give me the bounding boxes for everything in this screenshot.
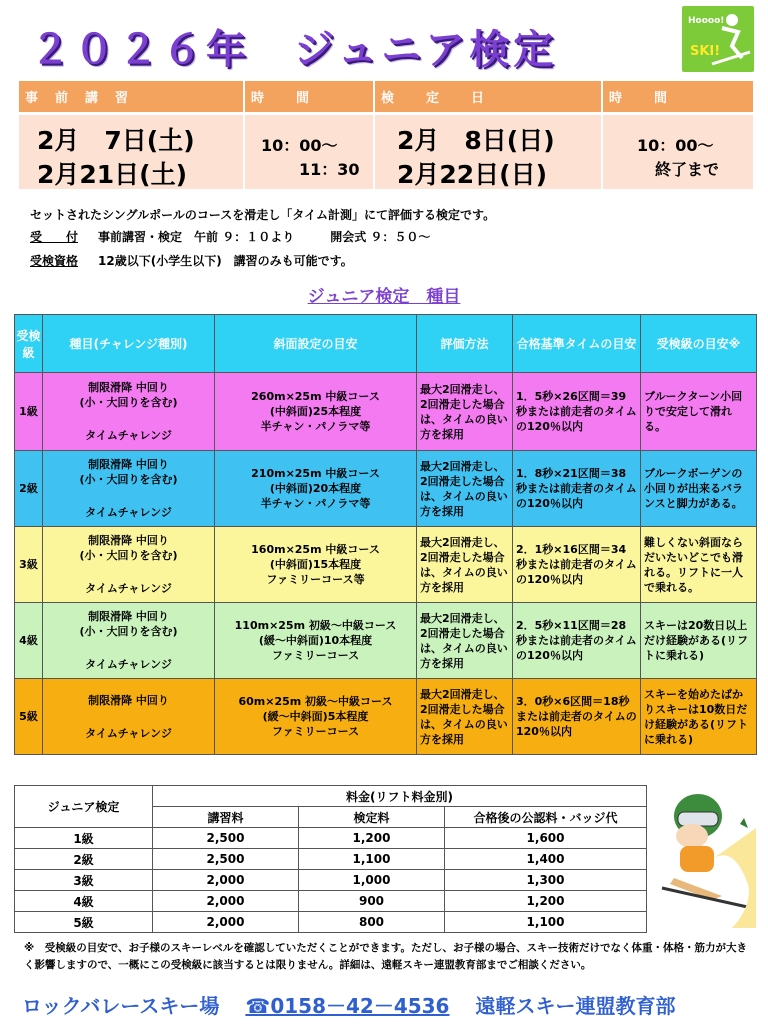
- header-method: 評価方法: [417, 315, 513, 373]
- schedule-header: [18, 80, 754, 113]
- header: [0, 0, 768, 78]
- fee-exam: 1,000: [299, 870, 445, 891]
- fee-badge: 1,600: [445, 828, 647, 849]
- lecture-time-header: 時 間: [244, 80, 374, 113]
- time-cell: 1．8秒×21区間＝38秒または前走者のタイムの120％以内: [513, 451, 641, 527]
- events-table: [14, 314, 757, 755]
- events-subtitle: ジュニア検定 種目: [307, 287, 461, 307]
- lecture-dates: [18, 114, 244, 190]
- event-name: 制限滑降 中回り (小・大回りを含む): [79, 381, 178, 409]
- grade-cell: 4級: [15, 603, 43, 679]
- phone-number[interactable]: ☎0158－42－4536: [245, 994, 450, 1018]
- method-cell: 最大2回滑走し、2回滑走した場合は、タイムの良い方を採用: [417, 679, 513, 755]
- fees-table: [14, 785, 647, 933]
- fee-lecture: 2,000: [153, 912, 299, 933]
- info-description: セットされたシングルポールのコースを滑走し「タイム計測」にて評価する検定です。: [30, 208, 496, 222]
- eligibility-label: 受検資格: [30, 254, 79, 268]
- event-name: 制限滑降 中回り (小・大回りを含む): [79, 458, 178, 486]
- event-cell: [43, 451, 215, 527]
- event-type: タイムチャレンジ: [85, 429, 172, 442]
- fee-header-exam: 検定料: [299, 807, 445, 828]
- fee-badge: 1,300: [445, 870, 647, 891]
- level-cell: スキーは20数日以上だけ経験がある(リフトに乗れる): [641, 603, 757, 679]
- ski-logo: [682, 6, 754, 72]
- reception-label: 受 付: [30, 230, 79, 244]
- fee-row: [15, 828, 647, 849]
- events-header-row: [15, 315, 757, 373]
- slope-cell: 160m×25m 中級コース (中斜面)15本程度 ファミリーコース等: [215, 527, 417, 603]
- level-cell: スキーを始めたばかりスキーは10数日だけ経験がある(リフトに乗れる): [641, 679, 757, 755]
- info-eligibility: [30, 252, 353, 269]
- fee-grade: 5級: [15, 912, 153, 933]
- fee-header-lecture: 講習料: [153, 807, 299, 828]
- event-row: [15, 679, 757, 755]
- lecture-time-end: 11：30: [299, 160, 360, 179]
- fee-badge: 1,400: [445, 849, 647, 870]
- exam-dates: [374, 114, 602, 190]
- grade-cell: 3級: [15, 527, 43, 603]
- time-cell: 3．0秒×6区間＝18秒または前走者のタイムの120％以内: [513, 679, 641, 755]
- fee-grade: 3級: [15, 870, 153, 891]
- exam-time-header: 時 間: [602, 80, 754, 113]
- exam-date-1: 2月 8日(日): [397, 126, 555, 155]
- event-cell: [43, 679, 215, 755]
- method-cell: 最大2回滑走し、2回滑走した場合は、タイムの良い方を採用: [417, 373, 513, 451]
- fee-exam: 800: [299, 912, 445, 933]
- fee-exam: 900: [299, 891, 445, 912]
- logo-text: SKI!: [690, 44, 721, 59]
- footnote: ※ 受検級の目安で、お子様のスキーレベルを確認していただくことができます。ただし、お子様の場合、スキー技術だけでなく体重・体格・筋力が大きく影響しますので、一概にこの受検級に該当するとは限りません。詳細は、遠軽スキー連盟教育部までご相談ください。: [24, 942, 747, 971]
- event-row: [15, 373, 757, 451]
- fee-badge: 1,200: [445, 891, 647, 912]
- exam-time-end: 終了まで: [655, 160, 720, 179]
- level-cell: 難しくない斜面ならだいたいどこでも滑れる。リフトに一人で乗れる。: [641, 527, 757, 603]
- slope-cell: 60m×25m 初級～中級コース (緩～中斜面)5本程度 ファミリーコース: [215, 679, 417, 755]
- fee-grade: 4級: [15, 891, 153, 912]
- fees-corner: ジュニア検定: [15, 786, 153, 828]
- skier-illustration-icon: [652, 788, 760, 938]
- eligibility-text: 12歳以下(小学生以下) 講習のみも可能です。: [98, 254, 353, 268]
- exam-date-header: 検 定 日: [374, 80, 602, 113]
- fees-group-row: [15, 786, 647, 807]
- fee-row: [15, 891, 647, 912]
- level-cell: ブルークターン小回りで安定して滑れる。: [641, 373, 757, 451]
- grade-cell: 2級: [15, 451, 43, 527]
- fee-grade: 2級: [15, 849, 153, 870]
- footer: [22, 990, 701, 1019]
- exam-time: [602, 114, 754, 190]
- time-cell: 1．5秒×26区間＝39秒または前走者のタイムの120％以内: [513, 373, 641, 451]
- header-event: 種目(チャレンジ種別): [43, 315, 215, 373]
- grade-cell: 5級: [15, 679, 43, 755]
- lecture-date-1: 2月 7日(土): [37, 126, 195, 155]
- header-level: 受検級の目安※: [641, 315, 757, 373]
- fee-header-badge: 合格後の公認料・バッジ代: [445, 807, 647, 828]
- fee-lecture: 2,000: [153, 870, 299, 891]
- logo-tagline: Hoooo!: [688, 16, 725, 26]
- fee-row: [15, 912, 647, 933]
- event-cell: [43, 527, 215, 603]
- method-cell: 最大2回滑走し、2回滑走した場合は、タイムの良い方を採用: [417, 527, 513, 603]
- exam-date-2: 2月22日(日): [397, 160, 548, 189]
- time-cell: 2．5秒×11区間＝28秒または前走者のタイムの120％以内: [513, 603, 641, 679]
- header-time: 合格基準タイムの目安: [513, 315, 641, 373]
- event-row: [15, 451, 757, 527]
- event-name: 制限滑降 中回り: [88, 693, 169, 707]
- exam-time-start: 10：00～: [637, 136, 714, 155]
- slope-cell: 210m×25m 中級コース (中斜面)20本程度 半チャン・パノラマ等: [215, 451, 417, 527]
- lecture-header: 事 前 講 習: [18, 80, 244, 113]
- fee-exam: 1,100: [299, 849, 445, 870]
- event-name: 制限滑降 中回り (小・大回りを含む): [79, 534, 178, 562]
- event-type: タイムチャレンジ: [85, 506, 172, 519]
- event-type: タイムチャレンジ: [85, 726, 172, 740]
- fee-row: [15, 870, 647, 891]
- fee-lecture: 2,500: [153, 828, 299, 849]
- level-cell: ブルークボーゲンの小回りが出来るバランスと脚力がある。: [641, 451, 757, 527]
- fee-row: [15, 849, 647, 870]
- event-type: タイムチャレンジ: [85, 582, 172, 595]
- lecture-date-2: 2月21日(土): [37, 160, 188, 189]
- event-type: タイムチャレンジ: [85, 658, 172, 671]
- fees-group-header: 料金(リフト料金別): [153, 786, 647, 807]
- grade-cell: 1級: [15, 373, 43, 451]
- info-reception: [30, 228, 430, 245]
- fee-badge: 1,100: [445, 912, 647, 933]
- lecture-time: [244, 114, 374, 190]
- page-title: ２０２６年 ジュニア検定: [30, 27, 558, 73]
- event-cell: [43, 373, 215, 451]
- fee-lecture: 2,500: [153, 849, 299, 870]
- lecture-time-start: 10：00～: [261, 136, 338, 155]
- method-cell: 最大2回滑走し、2回滑走した場合は、タイムの良い方を採用: [417, 603, 513, 679]
- header-grade: 受検級: [15, 315, 43, 373]
- time-cell: 2．1秒×16区間＝34秒または前走者のタイムの120％以内: [513, 527, 641, 603]
- event-cell: [43, 603, 215, 679]
- fee-grade: 1級: [15, 828, 153, 849]
- event-name: 制限滑降 中回り (小・大回りを含む): [79, 610, 178, 638]
- fee-exam: 1,200: [299, 828, 445, 849]
- reception-text: 事前講習・検定 午前 ９：１０より 開会式 ９：５０～: [98, 230, 431, 244]
- schedule-body: [18, 114, 754, 190]
- event-row: [15, 527, 757, 603]
- fee-lecture: 2,000: [153, 891, 299, 912]
- organizer-name: 遠軽スキー連盟教育部: [475, 994, 676, 1018]
- header-slope: 斜面設定の目安: [215, 315, 417, 373]
- slope-cell: 260m×25m 中級コース (中斜面)25本程度 半チャン・パノラマ等: [215, 373, 417, 451]
- slope-cell: 110m×25m 初級～中級コース (緩～中斜面)10本程度 ファミリーコース: [215, 603, 417, 679]
- venue-name: ロックバレースキー場: [22, 994, 220, 1018]
- event-row: [15, 603, 757, 679]
- method-cell: 最大2回滑走し、2回滑走した場合は、タイムの良い方を採用: [417, 451, 513, 527]
